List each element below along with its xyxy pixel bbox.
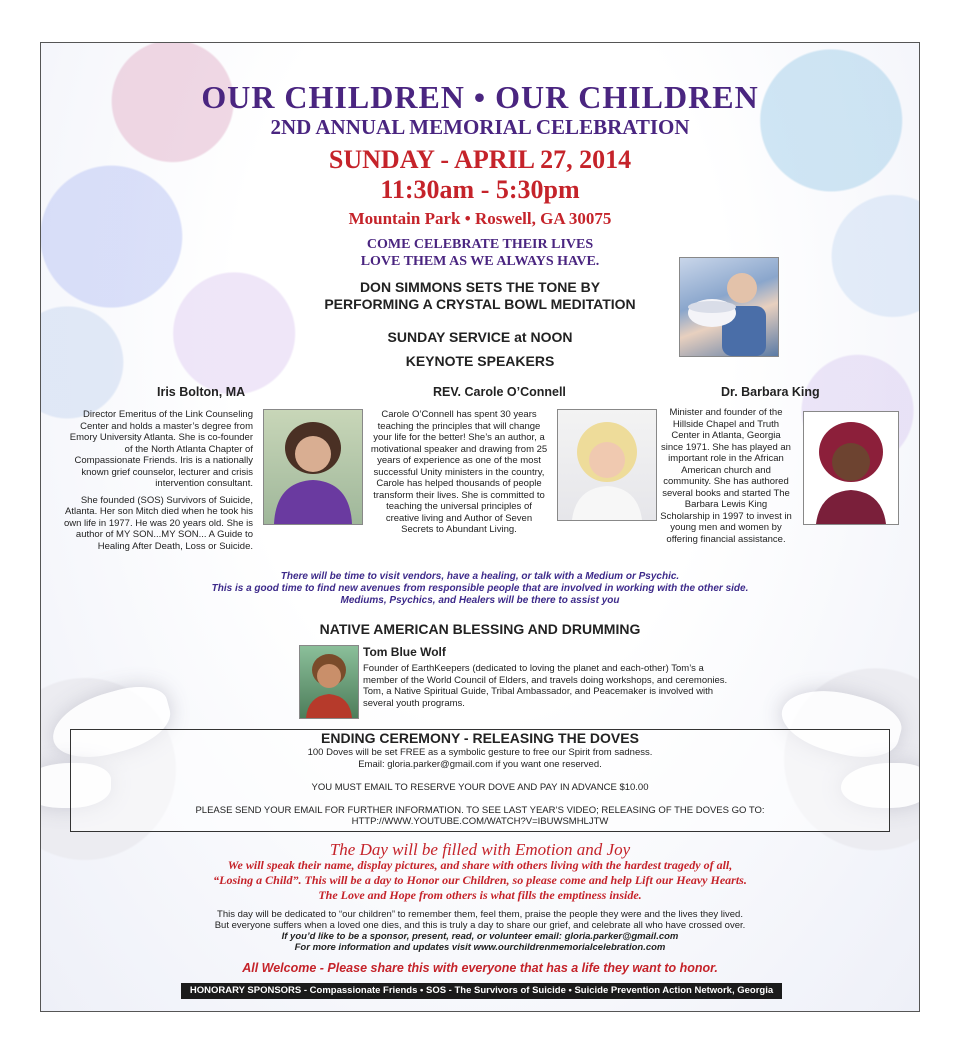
joy-heading: The Day will be filled with Emotion and Joy [329,840,631,859]
event-time: 11:30am - 5:30pm [380,175,580,204]
portrait-icon [264,410,362,524]
speaker-name-barbara-king: Dr. Barbara King [721,385,820,399]
event-tagline [41,236,919,270]
portrait-icon [558,410,656,520]
ceremony-info-line: PLEASE SEND YOUR EMAIL FOR FURTHER INFORMATION. TO SEE LAST YEAR’S VIDEO; RELEASING OF THE DOVES GO TO: [195,805,765,816]
ceremony-email-line: Email: gloria.parker@gmail.com if you want one reserved. [358,759,602,770]
joy-line: The Love and Hope from others is what fills the emptiness inside. [318,888,642,902]
joy-line: We will speak their name, display pictures, and share with others living with the hardest tragedy of all, [227,858,733,872]
heading-line: DON SIMMONS SETS THE TONE BY [359,279,601,295]
portrait-icon [804,412,898,524]
speaker-bio-tom-blue-wolf: Founder of EarthKeepers (dedicated to loving the planet and each-other) Tom’s a member of the World Council of Elders, and travels doing workshops, and ceremonies. Tom, a Native Spiritual Guide, Tribal Ambassador, and Peacemaker is involved with several youth programs. [363,663,728,709]
ceremony-reserve-line: YOU MUST EMAIL TO RESERVE YOUR DOVE AND PAY IN ADVANCE $10.00 [311,782,649,793]
tagline-line: COME CELEBRATE THEIR LIVES [366,237,594,252]
don-simmons-photo [679,257,779,357]
speaker-bio-barbara-king [659,407,793,550]
sunday-service: SUNDAY SERVICE at NOON [387,329,573,345]
honorary-sponsors-bar: HONORARY SPONSORS - Compassionate Friends • SOS - The Survivors of Suicide • Suicide Prevention Action Network, Georgia [181,983,782,999]
all-welcome-text: All Welcome - Please share this with everyone that has a life they want to honor. [242,961,718,975]
event-title: OUR CHILDREN • OUR CHILDREN [201,79,759,115]
contact-info [41,931,919,953]
portrait-icon [300,646,358,718]
native-blessing-heading: NATIVE AMERICAN BLESSING AND DRUMMING [319,621,641,637]
bio-paragraph: Minister and founder of the Hillside Chapel and Truth Center in Atlanta, Georgia since 1971. She has played an important role in the African American church and community. She has authored several books and started The Barbara Lewis King Scholarship in 1997 to invest in young men and women by offering financial assistance. [660,407,792,545]
ending-ceremony-box [70,729,890,832]
tagline-line: LOVE THEM AS WE ALWAYS HAVE. [360,254,600,269]
joy-line: “Losing a Child”. This will be a day to Honor our Children, so please come and help Lift our Heavy Hearts. [213,873,747,887]
keynote-speakers-heading: KEYNOTE SPEAKERS [405,353,555,369]
speaker-name-carole-oconnell: REV. Carole O’Connell [433,385,566,399]
vendors-line: Mediums, Psychics, and Healers will be there to assist you [340,595,620,606]
bio-paragraph: Director Emeritus of the Link Counseling Center and holds a master’s degree from Emory University Atlanta. She is co-founder of the North Atlanta Chapter of Compassionate Friends. Iris is a nationally known grief counselor, lecturer and crisis intervention consultant. [69,409,253,489]
vendors-line: There will be time to visit vendors, have a healing, or talk with a Medium or Psychic. [280,571,680,582]
sponsor-contact-line[interactable]: If you’d like to be a sponsor, present, read, or volunteer email: gloria.parker@gmail.com [281,931,679,942]
speaker-name-iris-bolton: Iris Bolton, MA [157,385,246,399]
event-location: Mountain Park • Roswell, GA 30075 [348,209,612,228]
dedication-line: But everyone suffers when a loved one dies, and this is truly a day to share our grief, and celebrate all who have crossed over. [214,920,746,931]
website-line[interactable]: For more information and updates visit www.ourchildrenmemorialcelebration.com [294,942,666,953]
vendors-note [41,571,919,607]
heading-line: PERFORMING A CRYSTAL BOWL MEDITATION [324,296,636,312]
dedication-line: This day will be dedicated to “our children” to remember them, feel them, praise the people they were and the lives they lived. [217,909,743,920]
service-heading [41,325,919,373]
flyer [40,42,920,1012]
speaker-bio-iris-bolton [63,409,253,557]
barbara-king-photo [803,411,899,525]
vendors-line: This is a good time to find new avenues from responsible people that are involved in working with the other side. [211,583,749,594]
person-with-bowl-icon [680,258,778,356]
ceremony-video-link[interactable]: HTTP://WWW.YOUTUBE.COM/WATCH?V=IBUWSMHLJTW [351,816,609,827]
event-date: SUNDAY - APRIL 27, 2014 [328,145,632,174]
iris-bolton-photo [263,409,363,525]
joy-text [41,858,919,903]
dedication-text [41,909,919,931]
ending-ceremony-title: ENDING CEREMONY - RELEASING THE DOVES [321,730,639,746]
speaker-name-tom-blue-wolf: Tom Blue Wolf [363,645,446,659]
carole-oconnell-photo [557,409,657,521]
crystal-bowl-heading [41,279,919,313]
event-subtitle: 2ND ANNUAL MEMORIAL CELEBRATION [270,115,690,139]
speaker-bio-carole-oconnell [369,409,549,541]
bio-paragraph: Carole O’Connell has spent 30 years teaching the principles that will change your life for the better! She’s an author, a motivational speaker and drawing from 25 years of experience as one of the most successful Unity ministers in the country, Carole has helped thousands of people transform their lives. She is committed to teaching the universal principles of creative living and Author of Seven Secrets to Abundant Living. [370,409,548,535]
bio-paragraph: She founded (SOS) Survivors of Suicide, Atlanta. Her son Mitch died when he took his own life in 1977. He was 20 years old. She is author of MY SON...MY SON... A Guide to Healing After Death, Loss or Suicide. [63,494,253,552]
ceremony-line: 100 Doves will be set FREE as a symbolic gesture to free our Spirit from sadness. [307,747,653,758]
tom-blue-wolf-photo [299,645,359,719]
